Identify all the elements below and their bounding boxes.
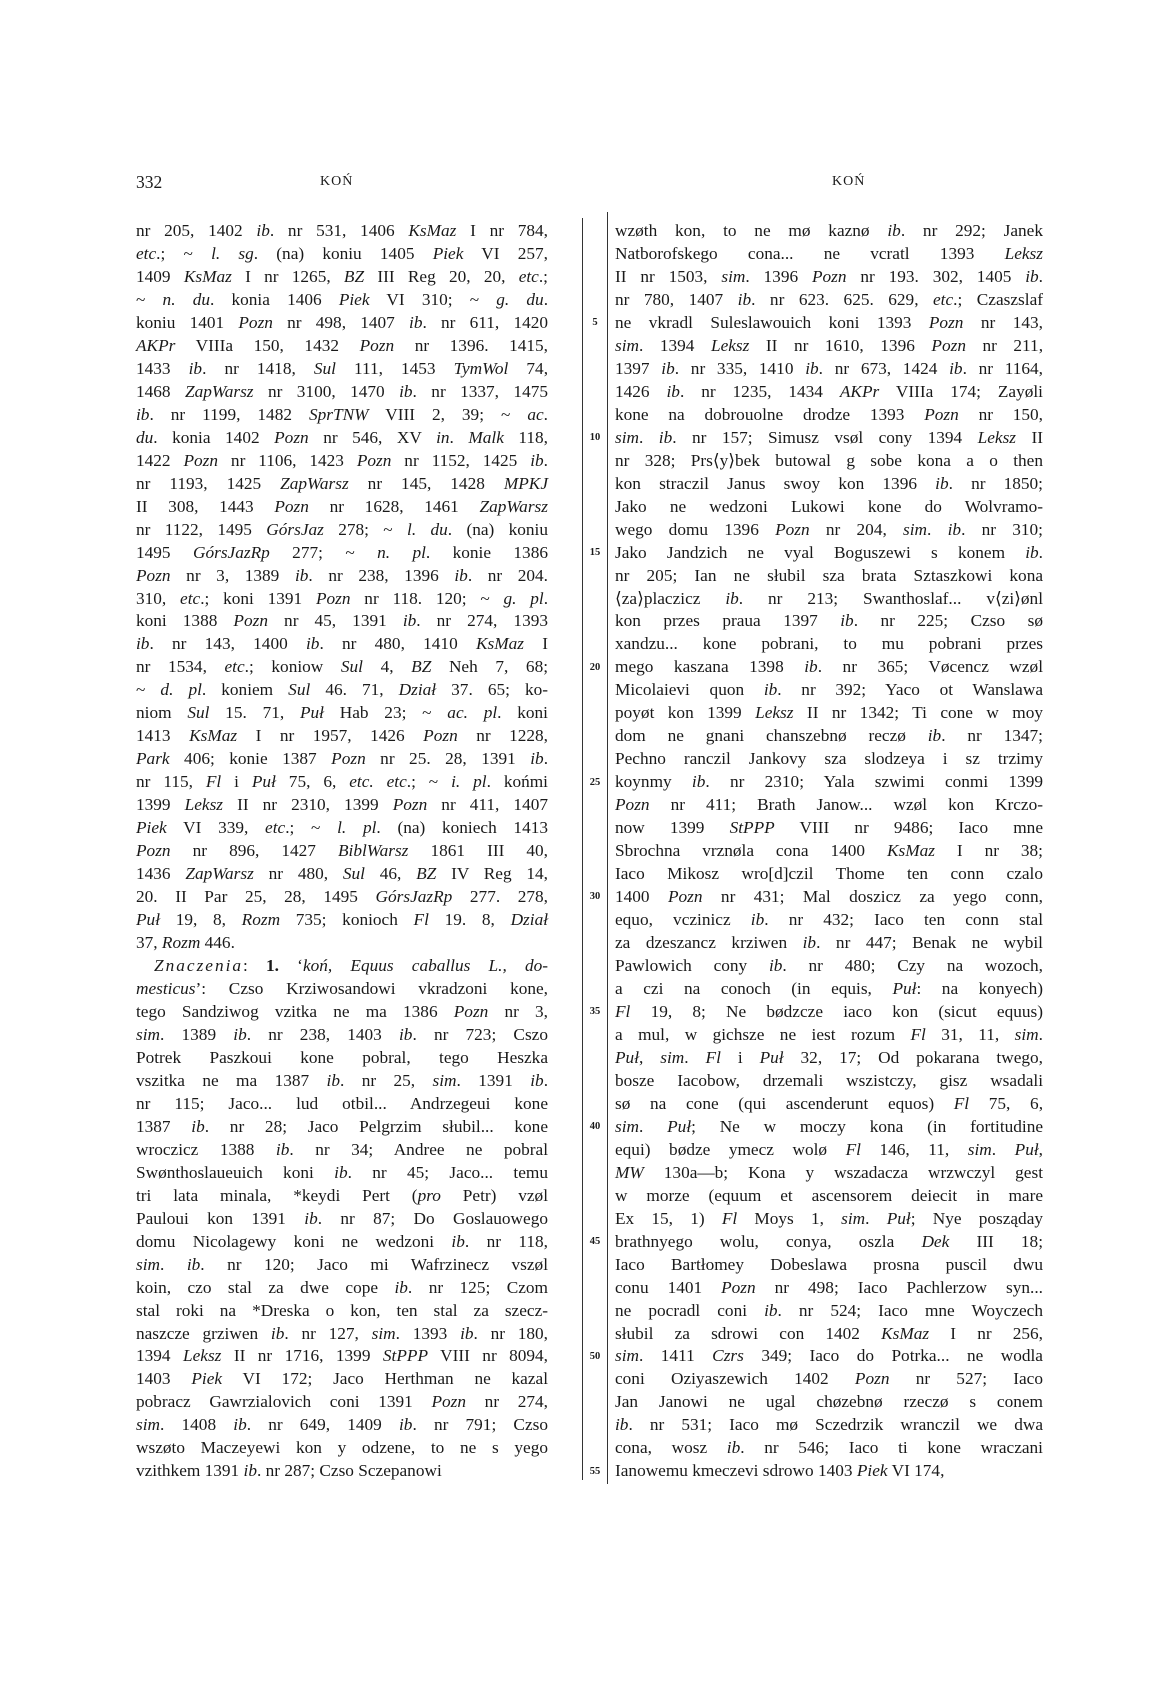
text-line: 37, Rozm 446. [136, 933, 235, 953]
text-line: 1422 Pozn nr 1106, 1423 Pozn nr 1152, 1425 ib. [136, 450, 548, 470]
text-line: Fl 19, 8; Ne bødzcze iaco kon (sicut equus) [615, 1001, 1043, 1021]
text-line: 1413 KsMaz I nr 1957, 1426 Pozn nr 1228, [136, 726, 548, 746]
text-line: 1433 ib. nr 1418, Sul 111, 1453 TymWol 74, [136, 358, 549, 378]
text-line: Sbrochna vrznøla cona 1400 KsMaz I nr 38; [615, 841, 1043, 861]
text-line: nr 205; Ian ne słubil sza brata Sztaszkowi kona [615, 565, 1043, 585]
line-number: 10 [589, 431, 601, 443]
text-line: Natborofskego cona... ne vcratl 1393 Leksz [615, 243, 1043, 263]
text-line: Pozn nr 3, 1389 ib. nr 238, 1396 ib. nr 204. [136, 565, 548, 585]
text-line: Iaco Mikosz wro[d]czil Thome ten conn czalo [615, 864, 1043, 884]
text-line: a czi na conoch (in equis, Puł: na konyech) [615, 978, 1043, 998]
page-header [0, 172, 1163, 196]
text-line: 1387 ib. nr 28; Jaco Pelgrzim słubil... kone [136, 1116, 548, 1136]
text-line: 1403 Piek VI 172; Jaco Herthman ne kazal [136, 1369, 548, 1389]
text-line: wego domu 1396 Pozn nr 204, sim. ib. nr 310; [615, 519, 1043, 539]
text-line: pobracz Gawrzialovich coni 1391 Pozn nr 274, [136, 1392, 548, 1412]
text-line: Ianowemu kmeczevi sdrowo 1403 Piek VI 174, [615, 1461, 945, 1481]
text-line: ne pocradl coni ib. nr 524; Iaco mne Woyczech [615, 1300, 1043, 1320]
text-line: Jako Jandzich ne vyal Boguszewi s konem ib. [615, 542, 1043, 562]
text-line: Potrek Paszkoui kone pobral, tego Heszka [136, 1047, 548, 1067]
right-column [615, 220, 1043, 1483]
line-number: 5 [592, 316, 598, 328]
text-line: sim. 1389 ib. nr 238, 1403 ib. nr 723; Cszo [136, 1024, 548, 1044]
text-line: nr 115, Fl i Puł 75, 6, etc. etc.; ~ i. pl. końmi [136, 772, 548, 792]
text-line: wszøto Maczeyewi kon y odzene, to ne s yego [136, 1438, 548, 1458]
text-line: vzithkem 1391 ib. nr 287; Czso Sczepanowi [136, 1461, 442, 1481]
text-line: naszcze grziwen ib. nr 127, sim. 1393 ib. nr 180, [136, 1323, 549, 1343]
column-rule-left [582, 218, 583, 1480]
text-line: etc.; ~ l. sg. (na) koniu 1405 Piek VI 257, [136, 243, 548, 263]
text-line: 20. II Par 25, 28, 1495 GórsJazRp 277. 278, [136, 887, 548, 907]
text-line: 1400 Pozn nr 431; Mal doszicz za yego conn, [615, 887, 1043, 907]
text-line: Puł 19, 8, Rozm 735; konioch Fl 19. 8, Dział [136, 910, 549, 930]
text-line: Pauloui kon 1391 ib. nr 87; Do Goslauowego [136, 1208, 548, 1228]
text-line: 1397 ib. nr 335, 1410 ib. nr 673, 1424 ib. nr 1164, [615, 358, 1043, 378]
text-line: AKPr VIIIa 150, 1432 Pozn nr 1396. 1415, [136, 335, 548, 355]
text-line: wroczicz 1388 ib. nr 34; Andree ne pobral [136, 1139, 549, 1159]
line-number: 40 [589, 1121, 601, 1133]
text-line: domu Nicolagewy koni ne wedzoni ib. nr 118, [136, 1231, 548, 1251]
text-line: MW 130a—b; Kona y wszadacza wrzwczyl gest [615, 1162, 1043, 1182]
text-line: nr 205, 1402 ib. nr 531, 1406 KsMaz I nr 784, [136, 221, 548, 240]
text-line: ⟨za⟩placzicz ib. nr 213; Swanthoslaf... v⟨zi⟩ønl [615, 588, 1043, 608]
text-line: sim. Puł; Ne w moczy kona (in fortitudine [615, 1116, 1044, 1136]
text-line: nr 1534, etc.; koniow Sul 4, BZ Neh 7, 68; [136, 657, 549, 677]
text-line: sim. 1411 Czrs 349; Iaco do Potrka... ne wodla [615, 1346, 1043, 1366]
text-line: ib. nr 531; Iaco mø Sczedrzik wranczil we dwa [615, 1415, 1043, 1435]
text-line: poyøt kon 1399 Leksz II nr 1342; Ti cone w moy [615, 703, 1043, 723]
text-line: Pozn nr 896, 1427 BiblWarsz 1861 III 40, [136, 841, 549, 861]
text-line: niom Sul 15. 71, Puł Hab 23; ~ ac. pl. koni [136, 703, 548, 723]
left-column [136, 220, 548, 1483]
text-line: stal roki na *Dreska o kon, ten stal za szecz- [136, 1300, 548, 1320]
line-number: 35 [589, 1006, 601, 1018]
text-line: koin, czo stal za dwe cope ib. nr 125; Czom [136, 1277, 548, 1297]
text-line: 310, etc.; koni 1391 Pozn nr 118. 120; ~ g. pl. [136, 588, 549, 608]
text-line: wzøth kon, to ne mø kaznø ib. nr 292; Janek [615, 221, 1043, 240]
text-line: II 308, 1443 Pozn nr 1628, 1461 ZapWarsz [136, 496, 549, 516]
text-line: Jako ne wedzoni Lukowi kone do Wolvramo- [615, 496, 1043, 516]
text-line: tego Sandziwog vzitka ne ma 1386 Pozn nr 3, [136, 1001, 548, 1021]
text-line: nr 115; Jaco... lud otbil... Andrzegeui kone [136, 1093, 548, 1113]
text-line: 1394 Leksz II nr 1716, 1399 StPPP VIII nr 8094, [136, 1346, 549, 1366]
text-line: koniu 1401 Pozn nr 498, 1407 ib. nr 611, 1420 [136, 312, 549, 332]
text-line: sim. ib. nr 120; Jaco mi Wafrzinecz vszøl [136, 1254, 548, 1274]
line-number: 50 [589, 1351, 601, 1363]
text-line: 1426 ib. nr 1235, 1434 AKPr VIIIa 174; Zayøli [615, 381, 1043, 401]
text-line: nr 1193, 1425 ZapWarsz nr 145, 1428 MPKJ [136, 473, 548, 493]
text-line: za dzeszancz krziwen ib. nr 447; Benak ne wybil [615, 933, 1043, 953]
text-line: mego kaszana 1398 ib. nr 365; Vøcencz wzøl [615, 657, 1043, 677]
text-line: brathnyego wolu, conya, oszla Dek III 18; [615, 1231, 1043, 1251]
text-line: Swønthoslaueuich koni ib. nr 45; Jaco... temu [136, 1162, 548, 1182]
text-line: słubil za sdrowi con 1402 KsMaz I nr 256, [615, 1323, 1043, 1343]
text-line: nr 1122, 1495 GórsJaz 278; ~ l. du. (na) koniu [136, 519, 548, 539]
text-line: kon przes praua 1397 ib. nr 225; Czso sø [615, 611, 1043, 631]
text-line: Puł, sim. Fl i Puł 32, 17; Od pokarana twego, [615, 1047, 1043, 1067]
text-line: tri lata minala, *keydi Pert (pro Petr) vzøl [136, 1185, 548, 1205]
text-line: Micolaievi quon ib. nr 392; Yaco ot Wanslawa [615, 680, 1043, 700]
text-line: Jan Janowi ne ugal chøzebnø rzeczø s conem [615, 1392, 1043, 1412]
text-line: du. konia 1402 Pozn nr 546, XV in. Malk 118, [136, 427, 548, 447]
text-line: 1468 ZapWarsz nr 3100, 1470 ib. nr 1337, 1475 [136, 381, 548, 401]
page-number: 332 [136, 172, 163, 192]
text-line: equi) bødze ymecz wolø Fl 146, 11, sim. Puł, [615, 1139, 1043, 1159]
text-line: 1409 KsMaz I nr 1265, BZ III Reg 20, 20, etc.; [136, 266, 548, 286]
text-line: Pechno ranczil Jankovy sza slodzeya i sz trzimy [615, 749, 1043, 769]
text-line: dom ne gnani chanszebnø reczø ib. nr 1347; [615, 726, 1043, 746]
running-head-left: KOŃ [320, 174, 354, 189]
text-line: coni Oziyaszewich 1402 Pozn nr 527; Iaco [615, 1369, 1043, 1389]
text-line: 1399 Leksz II nr 2310, 1399 Pozn nr 411, 1407 [136, 795, 548, 815]
text-line: xandzu... kone pobrani, to mu pobrani przes [615, 634, 1043, 654]
text-line: Iaco Bartłomey Dobeslawa prosna puscil dwu [615, 1254, 1043, 1274]
text-line: kon straczil Janus swoy kon 1396 ib. nr 1850; [615, 473, 1043, 493]
line-number: 20 [589, 661, 601, 673]
line-number: 30 [589, 891, 601, 903]
text-line: 1495 GórsJazRp 277; ~ n. pl. konie 1386 [136, 542, 548, 562]
text-line: sø na cone (qui ascenderunt equos) Fl 75, 6, [615, 1093, 1044, 1113]
text-line: nr 328; Prs⟨y⟩bek butowal g sobe kona a o then [615, 450, 1043, 470]
text-line: cona, wosz ib. nr 546; Iaco ti kone wraczani [615, 1438, 1043, 1458]
text-line: II nr 1503, sim. 1396 Pozn nr 193. 302, 1405 ib. [615, 266, 1043, 286]
text-line: sim. 1408 ib. nr 649, 1409 ib. nr 791; Czso [136, 1415, 548, 1435]
text-line: vszitka ne ma 1387 ib. nr 25, sim. 1391 ib. [136, 1070, 549, 1090]
text-line: 1436 ZapWarsz nr 480, Sul 46, BZ IV Reg 14, [136, 864, 548, 884]
line-number: 45 [589, 1236, 601, 1248]
text-line: a mul, w gichsze ne iest rozum Fl 31, 11, sim. [615, 1024, 1043, 1044]
text-line: ib. nr 1199, 1482 SprTNW VIII 2, 39; ~ ac. [136, 404, 548, 424]
text-line: Park 406; konie 1387 Pozn nr 25. 28, 1391 ib. [136, 749, 549, 769]
text-line: mesticus’: Czso Krziwosandowi vkradzoni kone, [136, 978, 548, 998]
text-line: kone na dobrouolne drodze 1393 Pozn nr 150, [615, 404, 1044, 424]
text-line: Pozn nr 411; Brath Janow... wzøl kon Krczo- [615, 795, 1043, 815]
text-line: ne vkradl Suleslawouich koni 1393 Pozn nr 143, [615, 312, 1044, 332]
text-line: Pawlowich cony ib. nr 480; Czy na wozoch, [615, 956, 1043, 975]
text-line: now 1399 StPPP VIII nr 9486; Iaco mne [615, 818, 1043, 838]
text-line: sim. ib. nr 157; Simusz vsøl cony 1394 Leksz II [615, 427, 1043, 447]
text-line: ib. nr 143, 1400 ib. nr 480, 1410 KsMaz I [136, 634, 548, 654]
text-line: bosze Iacobow, drzemali wszistczy, gisz wsadali [615, 1070, 1043, 1090]
text-line: nr 780, 1407 ib. nr 623. 625. 629, etc.; Czaszslaf [615, 289, 1043, 309]
text-line: ~ d. pl. koniem Sul 46. 71, Dział 37. 65; ko- [136, 680, 549, 700]
column-rule-right [607, 212, 608, 1484]
line-number: 55 [589, 1465, 601, 1477]
text-line: equo, vczinicz ib. nr 432; Iaco ten conn stal [615, 910, 1043, 930]
text-line: koni 1388 Pozn nr 45, 1391 ib. nr 274, 1393 [136, 611, 548, 631]
text-line: w morze (equum et ascensorem deiecit in mare [615, 1185, 1043, 1205]
text-line: ~ n. du. konia 1406 Piek VI 310; ~ g. du. [136, 289, 549, 309]
text-line: conu 1401 Pozn nr 498; Iaco Pachlerzow syn... [615, 1277, 1043, 1297]
running-head-right: KOŃ [832, 174, 866, 189]
text-line: Znaczenia: 1. ‘koń, Equus caballus L., do- [154, 956, 548, 975]
text-line: koynmy ib. nr 2310; Yala szwimi conmi 1399 [615, 772, 1043, 792]
line-number: 25 [589, 776, 601, 788]
text-line: Ex 15, 1) Fl Moys 1, sim. Puł; Nye posząday [615, 1208, 1044, 1228]
text-line: Piek VI 339, etc.; ~ l. pl. (na) koniech 1413 [136, 818, 548, 838]
line-number: 15 [589, 546, 601, 558]
text-line: sim. 1394 Leksz II nr 1610, 1396 Pozn nr 211, [615, 335, 1044, 355]
